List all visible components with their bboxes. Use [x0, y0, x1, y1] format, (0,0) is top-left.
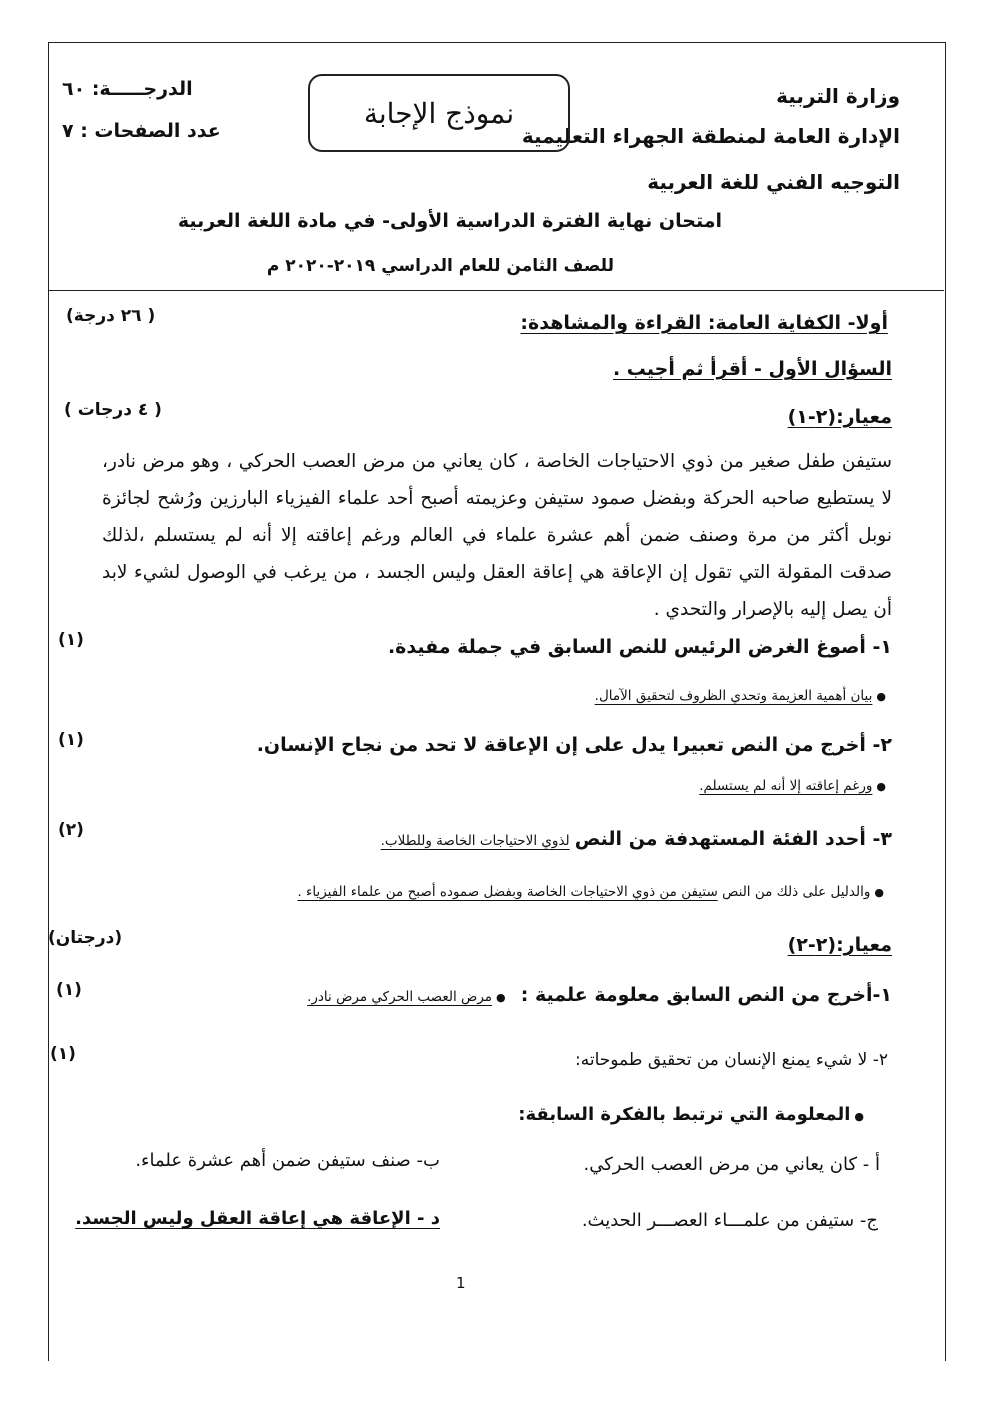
c2-question-1-answer: مرض العصب الحركي مرض نادر.: [307, 989, 493, 1005]
criterion-1: معيار:(٢-١): [787, 406, 892, 428]
c2-question-2-sub-row: [518, 1104, 864, 1125]
criterion-2-marks: (درجتان): [48, 928, 123, 948]
c2-question-1-row: [307, 984, 892, 1006]
bullet-icon: ●: [496, 991, 506, 1004]
ministry: وزارة التربية: [776, 84, 900, 108]
question-3: ٣- أحدد الفئة المستهدفة من النص: [574, 828, 892, 850]
section-title: أولا- الكفاية العامة: القراءة والمشاهدة:: [520, 312, 888, 334]
criterion-1-marks: ( ٤ درجات ): [64, 400, 162, 420]
grade-label: الدرجـــــة: ٦٠: [62, 78, 193, 100]
c2-question-2: ٢- لا شيء يمنع الإنسان من تحقيق طموحاته:: [575, 1050, 888, 1070]
question-1-mark: (١): [58, 630, 84, 650]
question-3-answer: لذوي الاحتياجات الخاصة وللطلاب.: [380, 833, 570, 849]
option-d: د - الإعاقة هي إعاقة العقل وليس الجسد.: [75, 1208, 440, 1229]
question-3-evidence-prefix: والدليل على ذلك من النص: [722, 884, 871, 900]
passage-text: ستيفن طفل صغير من ذوي الاحتياجات الخاصة ، كان يعاني من مرض العصب الحركي ، وهو مرض نادر، لا يستطيع صاحبه الحركة وبفضل صمود ستيفن وعزيمته أصبح أحد علماء الفيزياء البارزين ورُشح لجائزة نوبل أكثر من مرة وصنف ضمن أهم عشرة علماء في العالم ورغم إعاقته إلا أنه لم يستسلم ،لذلك صدقت المقولة التي تقول إن الإعاقة هي إعاقة العقل وليس الجسد ، من يرغب في الوصول لشيء لابد أن يصل إليه بالإصرار والتحدي .: [102, 451, 892, 620]
page-number: 1: [456, 1274, 466, 1292]
section-marks: ( ٢٦ درجة): [66, 306, 156, 326]
c2-question-1: ١-أخرج من النص السابق معلومة علمية :: [520, 984, 892, 1006]
bullet-icon: ●: [854, 1110, 864, 1123]
question-3-row: [381, 828, 892, 850]
bullet-icon: ●: [874, 886, 884, 899]
answer-model-label: نموذج الإجابة: [363, 96, 515, 130]
question-1: ١- أصوغ الغرض الرئيس للنص السابق في جملة مفيدة.: [387, 636, 892, 658]
c2-question-1-mark: (١): [56, 980, 82, 1000]
question-1-answer-row: [595, 688, 886, 704]
c2-question-2-mark: (١): [50, 1044, 76, 1064]
c2-question-2-sub: المعلومة التي ترتبط بالفكرة السابقة:: [518, 1104, 851, 1125]
pages-label: عدد الصفحات : ٧: [62, 120, 221, 142]
question-3-evidence-row: [297, 884, 884, 900]
q1-title: السؤال الأول - أقرأ ثم أجيب .: [612, 358, 892, 380]
question-1-answer: بيان أهمية العزيمة وتحدي الظروف لتحقيق الآمال.: [594, 688, 873, 704]
criterion-2: معيار:(٢-٢): [787, 934, 892, 956]
answer-model-box: [308, 74, 570, 152]
question-2-answer-row: [699, 778, 886, 794]
supervision: التوجيه الفني للغة العربية: [647, 170, 900, 194]
question-2-answer: ورغم إعاقته إلا أنه لم يستسلم.: [699, 778, 873, 794]
exam-class: للصف الثامن للعام الدراسي ٢٠١٩-٢٠٢٠ م: [266, 256, 614, 276]
option-a: أ - كان يعاني من مرض العصب الحركي.: [583, 1154, 880, 1175]
option-c: ج- ستيفن من علمـــاء العصـــر الحديث.: [581, 1210, 878, 1231]
bullet-icon: ●: [876, 780, 886, 793]
directorate: الإدارة العامة لمنطقة الجهراء التعليمية: [521, 124, 900, 148]
question-3-mark: (٢): [58, 820, 84, 840]
reading-passage: [102, 443, 892, 628]
question-2-mark: (١): [58, 730, 84, 750]
option-b: ب- صنف ستيفن ضمن أهم عشرة علماء.: [135, 1150, 440, 1171]
question-3-evidence: ستيفن من ذوي الاحتياجات الخاصة وبفضل صموده أصبح من علماء الفيزياء .: [297, 884, 718, 900]
exam-title: امتحان نهاية الفترة الدراسية الأولى- في مادة اللغة العربية: [177, 210, 722, 232]
header-divider: [48, 290, 944, 291]
bullet-icon: ●: [876, 690, 886, 703]
question-2: ٢- أخرج من النص تعبيرا يدل على إن الإعاقة لا تحد من نجاح الإنسان.: [256, 734, 892, 756]
